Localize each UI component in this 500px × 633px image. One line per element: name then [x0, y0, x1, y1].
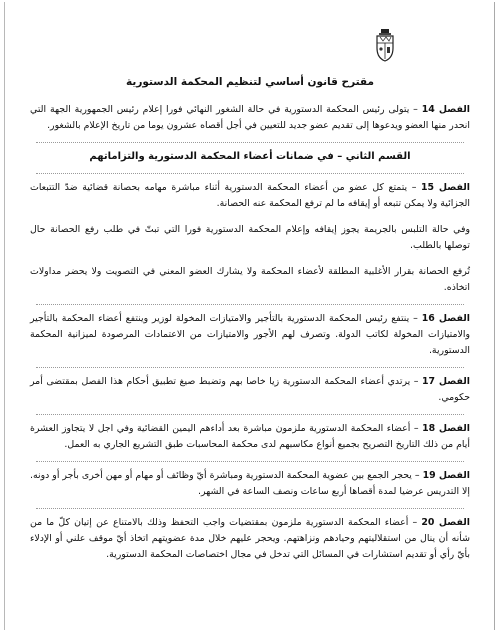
- article-15-label: الفصل 15: [421, 182, 470, 193]
- article-18-label: الفصل 18: [422, 423, 470, 434]
- article-14-label: الفصل 14: [421, 104, 470, 115]
- article-18-text: – أعضاء المحكمة الدستورية ملزمون مباشرة بعد أداءهم اليمين القضائية وفي اجل لا يتجاوز العشرة أيام من ذلك التاريخ التصريح بجميع أنواع مكاسبهم لدى محكمة المحاسبات طبق التشريع الجاري به العمل.: [30, 423, 470, 450]
- article-16-label: الفصل 16: [421, 313, 470, 324]
- article-20: [30, 515, 470, 563]
- article-15-text: – يتمتع كل عضو من أعضاء المحكمة الدستورية أثناء مباشرة مهامه بحصانة قضائية ضدّ التتبعات الجزائية ولا يمكن تتبعه أو إيقافه ما لم ترفع المحكمة عنه الحصانة.: [30, 182, 470, 209]
- article-17-text: – يرتدي أعضاء المحكمة الدستورية زيا خاصا بهم وتضبط صيغ تطبيق أحكام هذا الفصل بمقتضى أمر حكومي.: [30, 376, 470, 403]
- article-16: [30, 311, 470, 359]
- article-14-text: – يتولى رئيس المحكمة الدستورية في حالة الشغور النهائي فورا إعلام رئيس الجمهورية الجهة التي انحدر منها العضو ويدعوها إلى تقديم عضو جديد للتعيين في أجل أقصاه عشرون يوما من تاريخ الإعلام بالشغور.: [30, 104, 470, 131]
- separator: [36, 173, 464, 174]
- article-14: [30, 102, 470, 134]
- separator: [36, 367, 464, 368]
- separator: [36, 414, 464, 415]
- article-19-label: الفصل 19: [422, 470, 471, 481]
- document-title: مقترح قانون أساسي لتنظيم المحكمة الدستورية: [126, 76, 374, 88]
- article-16-text: – ينتفع رئيس المحكمة الدستورية بالتأجير والامتيازات المخولة لوزير وينتفع أعضاء المحكمة بالتأجير والامتيازات المخولة لكاتب الدولة. وتصرف لهم الأجور والامتيازات من الاعتمادات المرصودة لميزانية المحكمة الدستورية.: [30, 313, 470, 356]
- article-19: [30, 468, 470, 500]
- separator: [36, 142, 464, 143]
- separator: [36, 461, 464, 462]
- article-20-label: الفصل 20: [421, 517, 470, 528]
- separator: [36, 508, 464, 509]
- article-17-label: الفصل 17: [422, 376, 470, 387]
- separator: [36, 304, 464, 305]
- article-15-paragraph-2: وفي حالة التلبس بالجريمة يجوز إيقافه وإعلام المحكمة الدستورية فورا التي تبتّ في طلب رفع الحصانة حال توصلها بالطلب.: [30, 224, 470, 251]
- article-19-text: – يحجر الجمع بين عضوية المحكمة الدستورية ومباشرة أيّ وظائف أو مهام أو مهن أخرى بأجر أو دونه. إلا التدريس عرضيا لمدة أقصاها أربع ساعات ونصف الساعة في الشهر.: [30, 470, 470, 497]
- article-15-paragraph-3: تُرفع الحصانة بقرار الأغلبية المطلقة لأعضاء المحكمة ولا يشارك العضو المعني في التصويت ولا يحضر مداولات اتخاذه.: [30, 266, 470, 293]
- article-17: [30, 374, 470, 406]
- document-body: [30, 68, 470, 563]
- section-title: القسم الثاني – في ضمانات أعضاء المحكمة الدستورية والتزاماتهم: [89, 151, 411, 162]
- article-18: [30, 421, 470, 453]
- coat-of-arms-icon: [374, 28, 396, 62]
- article-20-text: – أعضاء المحكمة الدستورية ملزمون بمقتضيات واجب التحفظ وذلك بالامتناع عن إتيان كلّ ما من شأنه أن ينال من استقلاليتهم وحيادهم ونزاهتهم. ويحجر عليهم خلال مدة عضويتهم اتخاذ أيّ موقف علني أو الإدلاء بأيّ رأي أو تقديم استشارات في المسائل التي تدخل في مجال اختصاصات المحكمة الدستورية.: [30, 517, 470, 560]
- article-15: [30, 180, 470, 212]
